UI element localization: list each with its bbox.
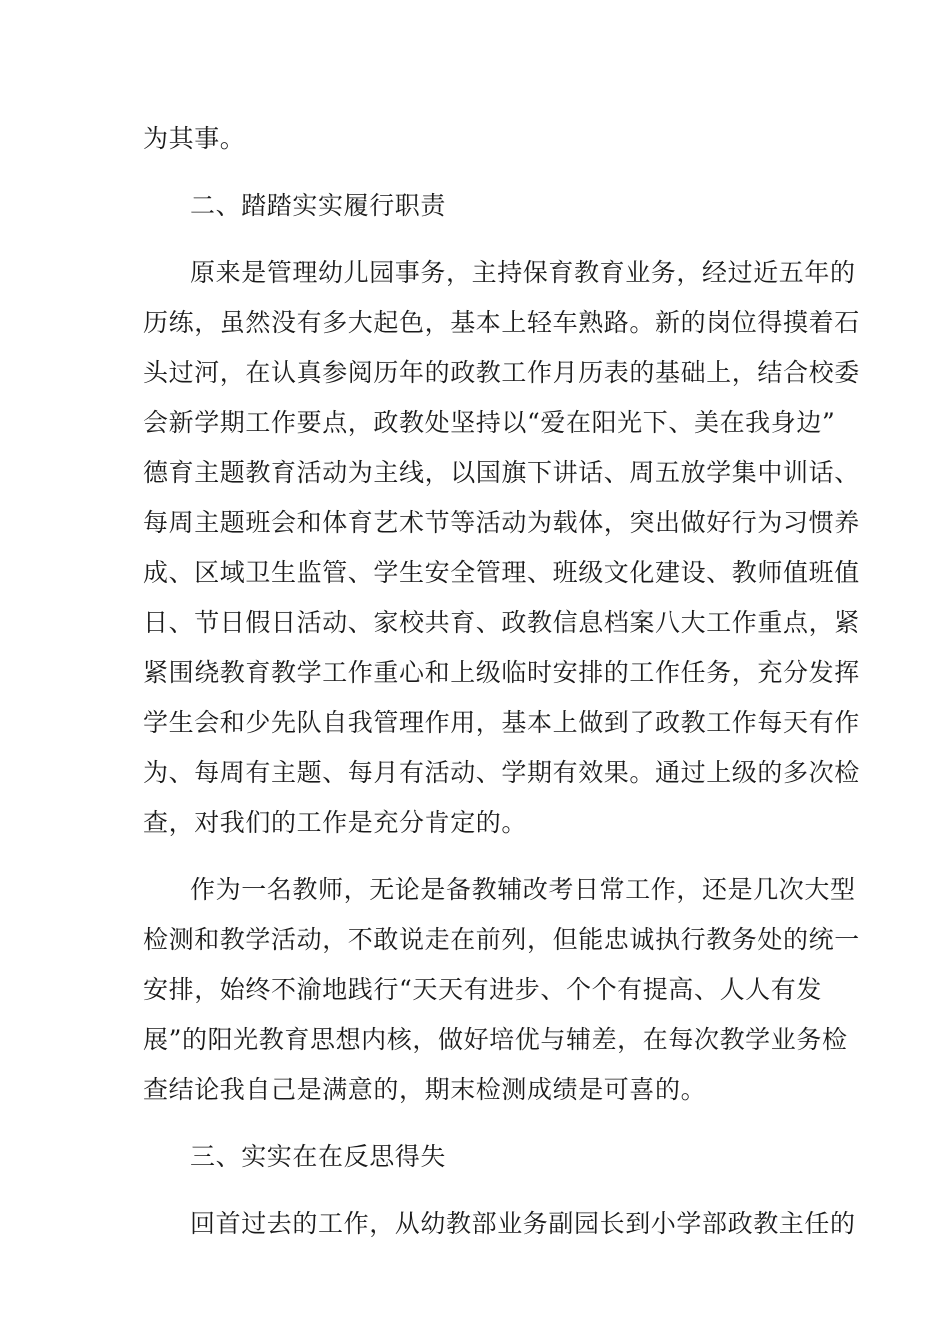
paragraph-line: 查，对我们的工作是充分肯定的。 — [143, 808, 528, 837]
paragraph-line: 安排，始终不渝地践行“天天有进步、个个有提高、人人有发 — [143, 975, 822, 1004]
paragraph-line: 德育主题教育活动为主线，以国旗下讲话、周五放学集中训话、 — [143, 458, 860, 487]
paragraph-line: 为、每周有主题、每月有活动、学期有效果。通过上级的多次检 — [143, 758, 860, 787]
paragraph-line: 日、节日假日活动、家校共育、政教信息档案八大工作重点，紧 — [143, 608, 860, 637]
text-line: 为其事。 — [143, 124, 246, 153]
paragraph-line: 头过河，在认真参阅历年的政教工作月历表的基础上，结合校委 — [143, 358, 860, 387]
paragraph-line: 成、区域卫生监管、学生安全管理、班级文化建设、教师值班值 — [143, 558, 860, 587]
paragraph-line: 每周主题班会和体育艺术节等活动为载体，突出做好行为习惯养 — [143, 508, 860, 537]
paragraph-line: 学生会和少先队自我管理作用，基本上做到了政教工作每天有作 — [143, 708, 860, 737]
paragraph-line: 历练，虽然没有多大起色，基本上轻车熟路。新的岗位得摸着石 — [143, 308, 860, 337]
paragraph-line: 会新学期工作要点，政教处坚持以“爱在阳光下、美在我身边” — [143, 408, 836, 437]
paragraph-line: 检测和教学活动，不敢说走在前列，但能忠诚执行教务处的统一 — [143, 925, 860, 954]
paragraph-line: 展”的阳光教育思想内核，做好培优与辅差，在每次教学业务检 — [143, 1025, 848, 1054]
paragraph-line: 作为一名教师，无论是备教辅改考日常工作，还是几次大型 — [190, 875, 856, 904]
section-heading: 二、踏踏实实履行职责 — [190, 191, 447, 220]
paragraph-line: 紧围绕教育教学工作重心和上级临时安排的工作任务，充分发挥 — [143, 658, 860, 687]
paragraph-line: 查结论我自己是满意的，期末检测成绩是可喜的。 — [143, 1075, 707, 1104]
section-heading: 三、实实在在反思得失 — [190, 1142, 447, 1171]
paragraph-line: 原来是管理幼儿园事务，主持保育教育业务，经过近五年的 — [190, 258, 856, 287]
paragraph-line: 回首过去的工作，从幼教部业务副园长到小学部政教主任的 — [190, 1209, 856, 1238]
